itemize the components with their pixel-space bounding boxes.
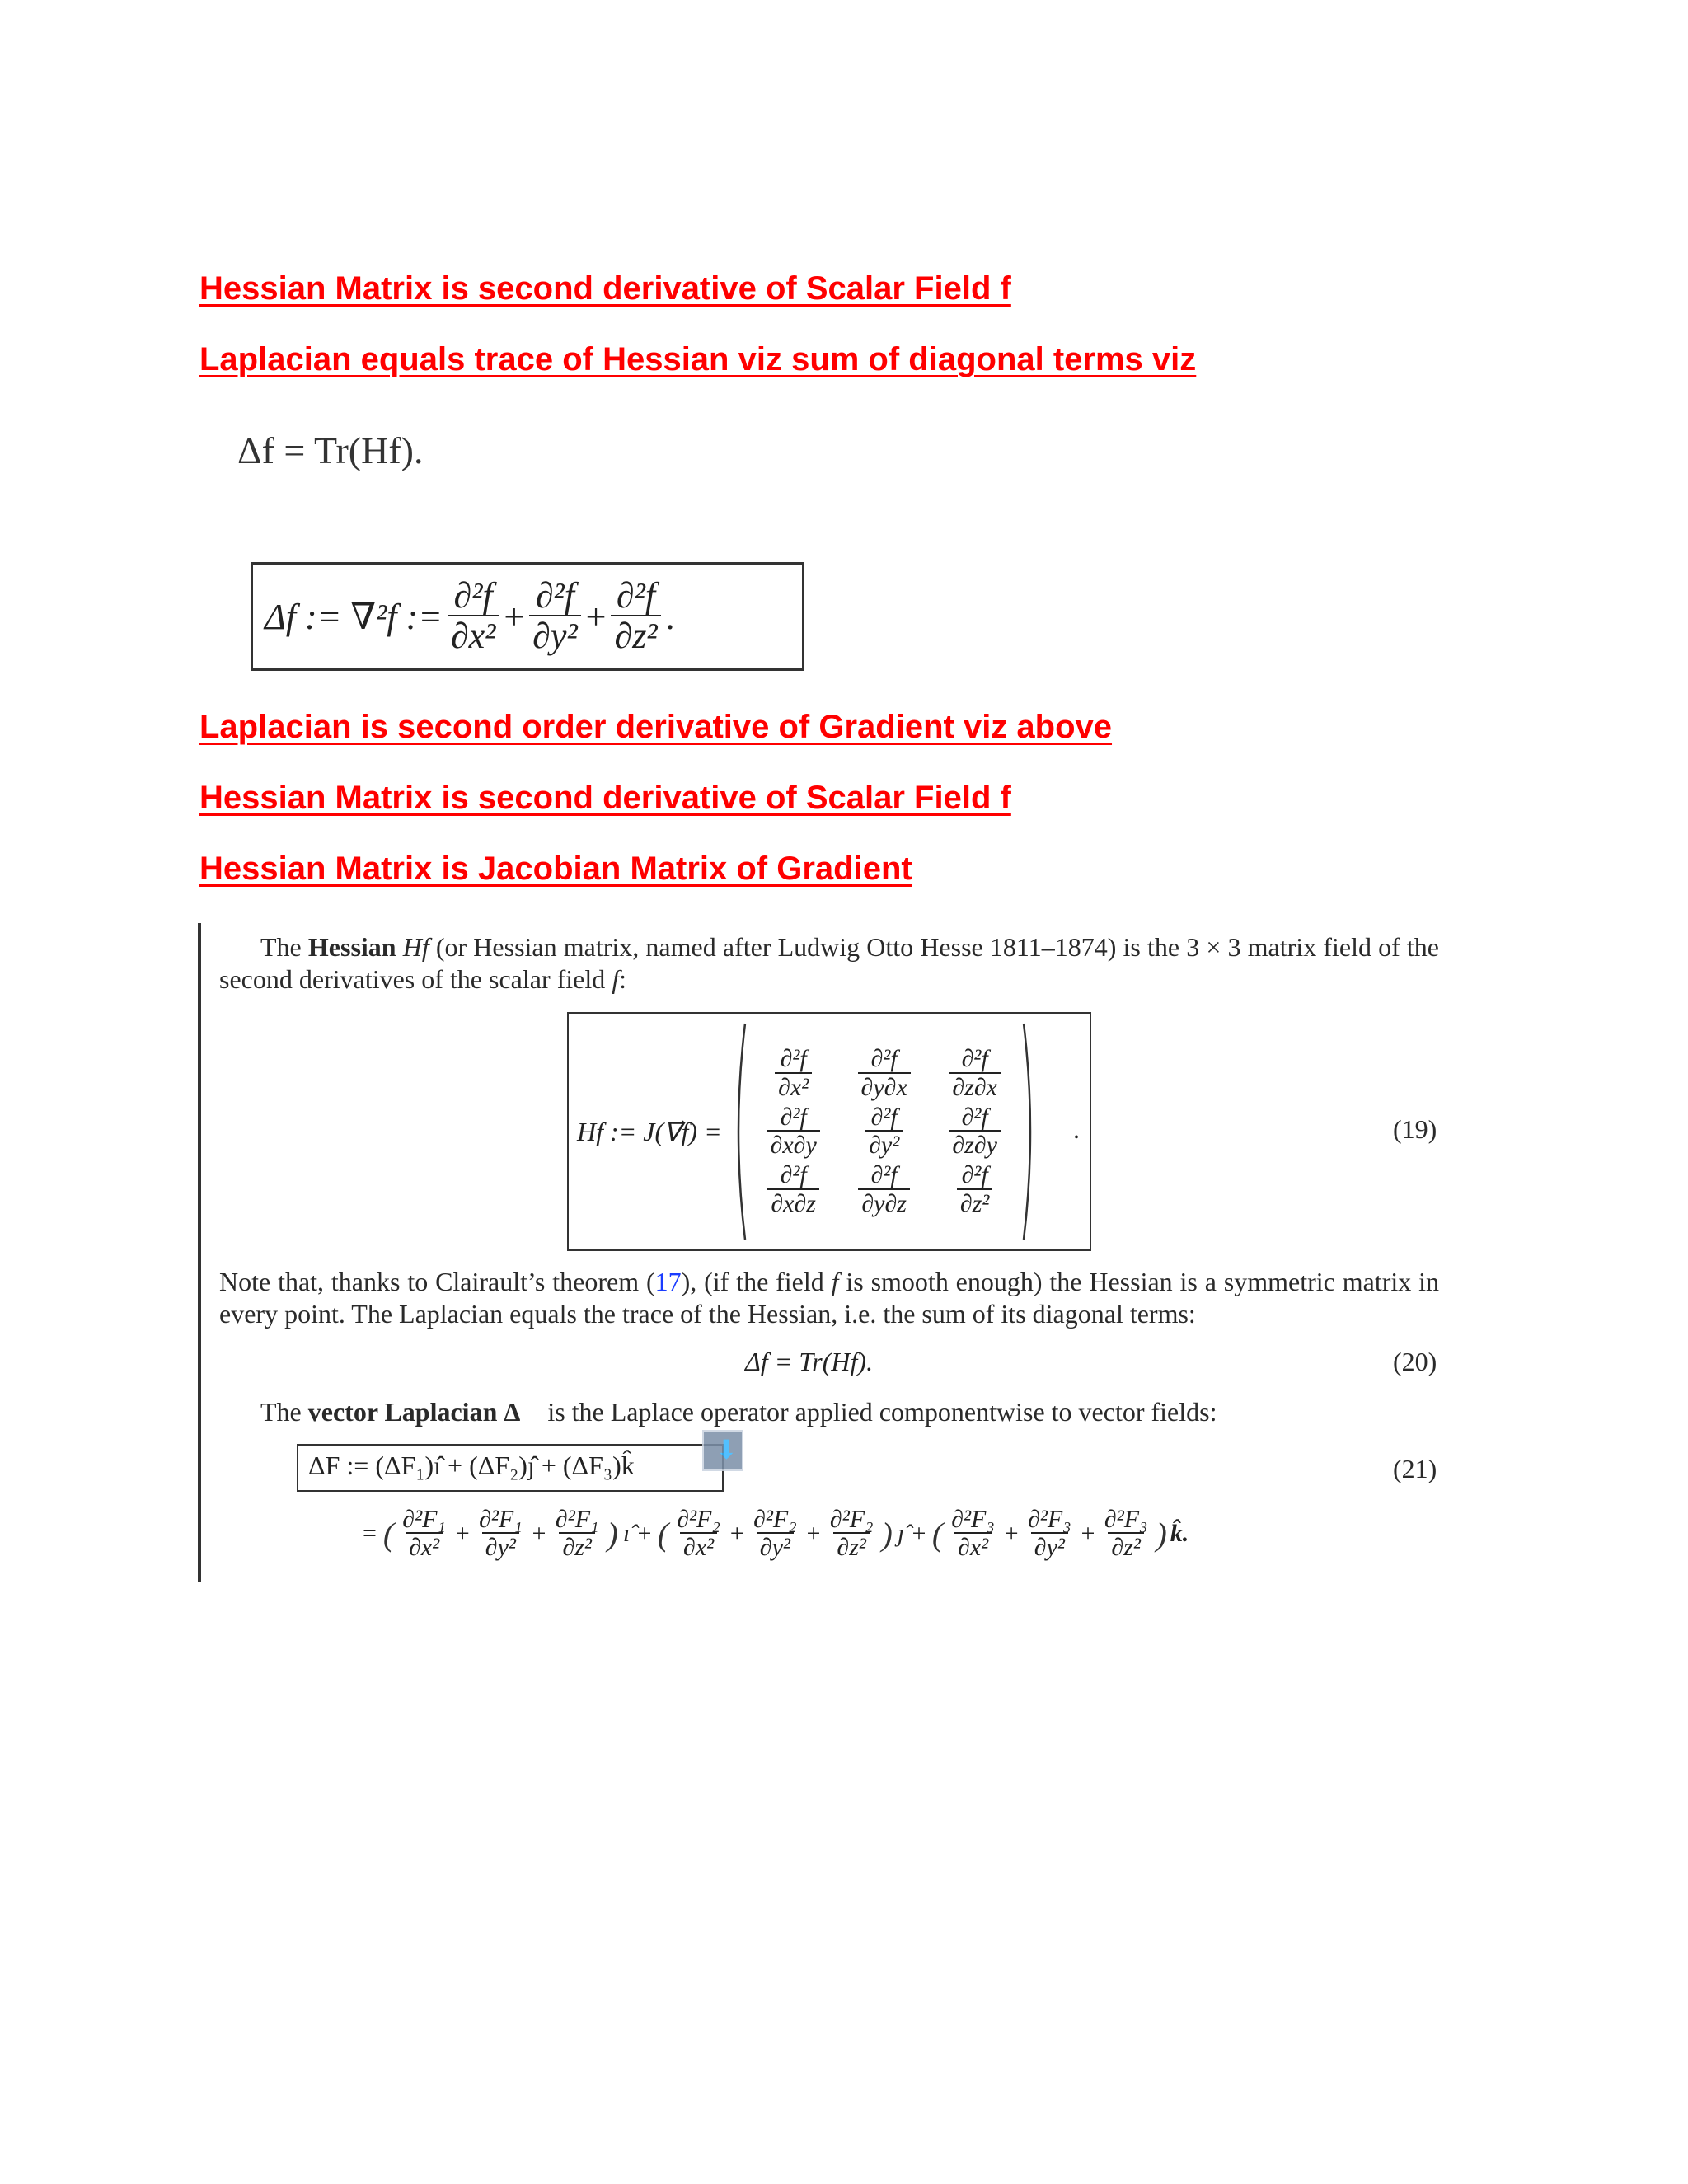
hessian-cell: $\frac{\text{∂²f}}{\partial x\partial z}$ bbox=[767, 1162, 819, 1217]
laplacian-term-z: $\frac{\text{∂²f}}{\text{∂z²}}$ bbox=[611, 577, 660, 657]
hessian-cell: $\frac{\text{∂²f}}{\partial y\partial z}$ bbox=[858, 1162, 910, 1217]
paragraph-vector-laplacian: The vector Laplacian Δ⃗ is the Laplace operator applied componentwise to vector fields: bbox=[260, 1397, 1217, 1427]
right-paren-icon: ) bbox=[1156, 1515, 1167, 1553]
left-paren-icon bbox=[730, 1020, 748, 1243]
equation-number-19: (19) bbox=[1393, 1114, 1437, 1144]
vector-laplacian-box bbox=[297, 1444, 724, 1492]
expansion-term: $\frac{\text{∂²F₃}}{\text{∂z²}}$ bbox=[1104, 1505, 1148, 1562]
equation-trace: Δf = Tr(Hf). bbox=[237, 429, 424, 471]
expansion-term: $\frac{\text{∂²F₁}}{\text{∂y²}}$ bbox=[479, 1505, 523, 1562]
hessian-cell: $\frac{\text{∂²f}}{\partial x\partial y}$ bbox=[767, 1104, 820, 1160]
heading-laplacian-gradient: Laplacian is second order derivative of Gradient viz above bbox=[199, 709, 1113, 745]
hessian-matrix-box bbox=[567, 1012, 1091, 1251]
expansion-term: $\frac{\text{∂²F₃}}{\text{∂x²}}$ bbox=[951, 1505, 995, 1562]
download-button[interactable] bbox=[702, 1430, 743, 1471]
hessian-cell: $\frac{\text{∂²f}}{\text{∂y²}}$ bbox=[865, 1104, 903, 1160]
hessian-cell: $\frac{\text{∂²f}}{\partial z\partial x}$ bbox=[949, 1046, 1001, 1101]
expansion-term: $\frac{\text{∂²F₁}}{\text{∂x²}}$ bbox=[402, 1505, 446, 1562]
hessian-cell: $\frac{\text{∂²f}}{\text{∂x²}}$ bbox=[775, 1046, 812, 1101]
paragraph-clairault-note: Note that, thanks to Clairault’s theorem (17), (if the field f is smooth enough) the Hessian is a symmetric matrix in every point. The Laplacian equals the trace of the Hessian, i.e. the sum of its diagonal terms: bbox=[219, 1267, 1439, 1329]
unit-vector-j: ȷ̂ + bbox=[897, 1520, 927, 1547]
excerpt-left-bar bbox=[198, 923, 201, 1582]
heading-hessian-second-derivative-2: Hessian Matrix is second derivative of Scalar Field f bbox=[199, 780, 1011, 816]
hessian-cell: $\frac{\text{∂²f}}{\partial y\partial x}$ bbox=[858, 1046, 911, 1101]
left-paren-icon: ( bbox=[657, 1515, 669, 1553]
download-arrow-icon: ⬇ bbox=[715, 1434, 738, 1465]
equation-20: Δf = Tr(Hf). bbox=[745, 1347, 874, 1376]
expansion-term: $\frac{\text{∂²F₂}}{\text{∂x²}}$ bbox=[677, 1505, 720, 1562]
paragraph-hessian-definition: The Hessian Hf (or Hessian matrix, named after Ludwig Otto Hesse 1811–1874) is the 3 × 3 matrix field of the second derivatives of the scalar field f: bbox=[219, 932, 1440, 994]
period: . bbox=[665, 596, 675, 637]
expansion-term: $\frac{\text{∂²F₁}}{\text{∂z²}}$ bbox=[555, 1505, 599, 1562]
laplacian-term-y: $\frac{\text{∂²f}}{\text{∂y²}}$ bbox=[529, 577, 580, 657]
hessian-cell: $\frac{\text{∂²f}}{\text{∂z²}}$ bbox=[957, 1162, 993, 1217]
hessian-lhs: Hf := J(∇⃗f) = bbox=[577, 1117, 722, 1146]
heading-hessian-second-derivative: Hessian Matrix is second derivative of Scalar Field f bbox=[199, 270, 1011, 307]
vector-laplacian-def: ΔF := (ΔF₁)ı̂ + (ΔF₂)ȷ̂ + (ΔF₃)k̂ bbox=[308, 1451, 635, 1480]
expansion-term: $\frac{\text{∂²F₃}}{\text{∂y²}}$ bbox=[1028, 1505, 1071, 1562]
expansion-term: $\frac{\text{∂²F₂}}{\text{∂y²}}$ bbox=[753, 1505, 797, 1562]
expansion-term: $\frac{\text{∂²F₂}}{\text{∂z²}}$ bbox=[829, 1505, 874, 1562]
equation-number-21: (21) bbox=[1393, 1454, 1437, 1483]
matrix-period: . bbox=[1073, 1114, 1080, 1144]
right-paren-icon: ) bbox=[881, 1515, 893, 1553]
laplacian-lhs: Δf := ∇²f := bbox=[265, 596, 443, 637]
laplacian-definition-box bbox=[251, 562, 804, 671]
laplacian-term-x: $\frac{\text{∂²f}}{\text{∂x²}}$ bbox=[448, 577, 499, 657]
right-paren-icon bbox=[1020, 1020, 1039, 1243]
equation-number-20: (20) bbox=[1393, 1347, 1437, 1376]
reference-link-17[interactable]: 17 bbox=[654, 1267, 682, 1296]
plus-sign: + bbox=[585, 596, 607, 637]
left-paren-icon: ( bbox=[382, 1515, 395, 1553]
hessian-cell: $\frac{\text{∂²f}}{\partial z\partial y}$ bbox=[949, 1104, 1001, 1160]
unit-vector-k: k̂. bbox=[1170, 1520, 1189, 1547]
heading-laplacian-trace: Laplacian equals trace of Hessian viz sum of diagonal terms viz bbox=[199, 341, 1197, 377]
right-paren-icon: ) bbox=[607, 1515, 618, 1553]
hessian-matrix-grid bbox=[748, 1046, 1020, 1217]
unit-vector-i: ı̂ + bbox=[622, 1520, 653, 1547]
heading-hessian-jacobian: Hessian Matrix is Jacobian Matrix of Gradient bbox=[199, 851, 912, 887]
vector-laplacian-expansion: = ( $\frac{\text{∂²F₁}}{\text{∂x²}}$ + $\frac{\text{∂²F₁}}{\text{∂y²}}$ + $\frac{\text{∂²F₁}}{\text{∂z²}}$ ) ı̂ + ( $\frac{\text{∂²F₂}}{\text{∂x²}}$ + $\frac{\text{∂²F₂}}{\text{∂y²}}$ + $\frac{\text{∂²F₂}}{\text{∂z²}}$ ) ȷ̂ + ( $\frac{\text{∂²F₃}}{\text{∂x²}}$ + $\frac{\text{∂²F₃}}{\text{∂y²}}$ + $\frac{\text{∂²F₃}}{\text{∂z²}}$ ) k̂. bbox=[363, 1505, 1189, 1562]
equals-sign: = bbox=[363, 1520, 377, 1547]
plus-sign: + bbox=[504, 596, 525, 637]
left-paren-icon: ( bbox=[931, 1515, 944, 1553]
